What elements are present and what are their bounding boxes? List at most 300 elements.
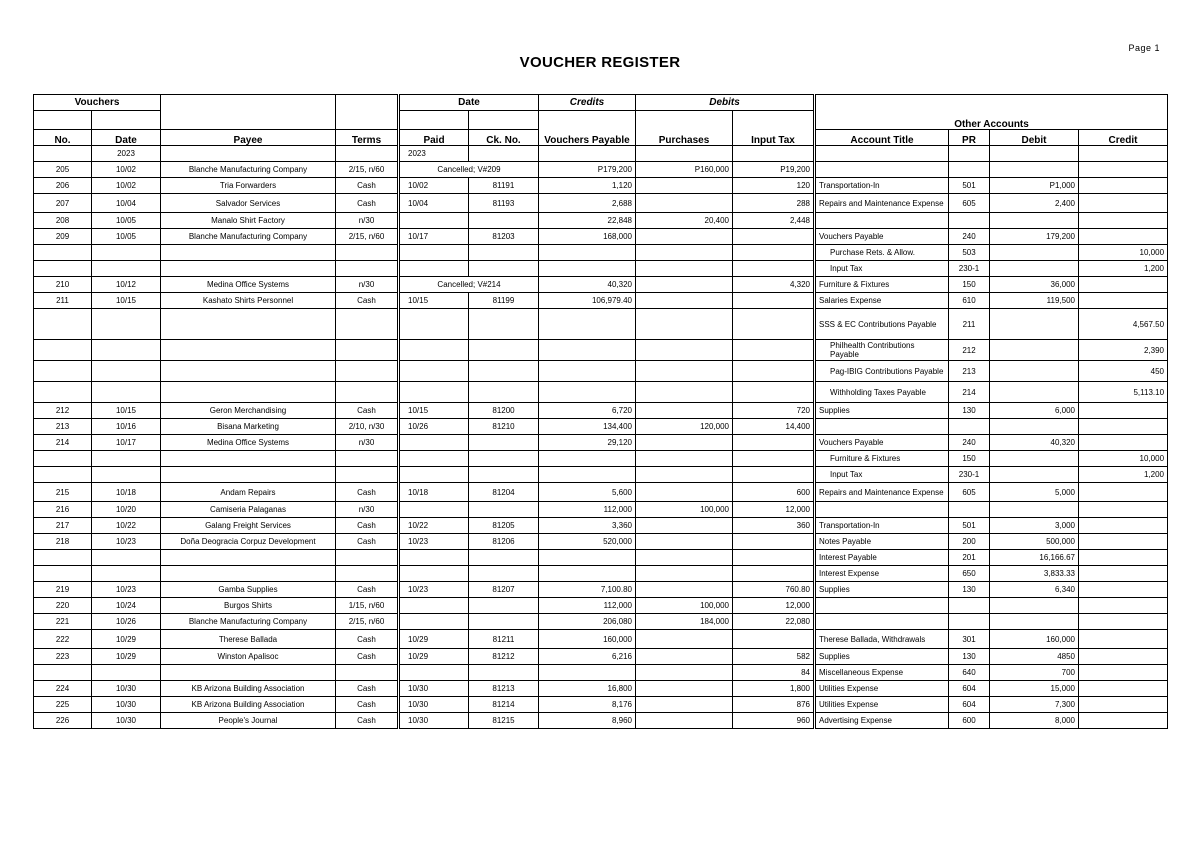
- cell-paid: 10/23: [399, 582, 469, 598]
- cell-vouchers-payable: 29,120: [539, 435, 636, 451]
- cell-debit: 7,300: [990, 697, 1079, 713]
- cell-account-title: Advertising Expense: [815, 713, 949, 729]
- cell-paid: 10/29: [399, 630, 469, 649]
- table-row: [34, 403, 1168, 419]
- cell-terms: [336, 566, 399, 582]
- cell-debit: [990, 361, 1079, 382]
- cell-ck-no: [469, 361, 539, 382]
- cell-vouchers-payable: 7,100.80: [539, 582, 636, 598]
- cell-date: 10/18: [92, 483, 161, 502]
- cell-payee: [161, 665, 336, 681]
- cell-credit: [1079, 162, 1168, 178]
- header-no: No.: [34, 130, 92, 146]
- cell-account-title: Transportation-In: [815, 518, 949, 534]
- cell-credit: [1079, 194, 1168, 213]
- header-purchases: Purchases: [636, 111, 733, 146]
- cell-debit: [990, 213, 1079, 229]
- cell-credit: 1,200: [1079, 467, 1168, 483]
- table-row: [34, 713, 1168, 729]
- table-row: [34, 309, 1168, 340]
- cell-purchases: [636, 665, 733, 681]
- cell-pr: 214: [949, 382, 990, 403]
- cell-input-tax: 4,320: [733, 277, 815, 293]
- cell-payee: Doña Deogracia Corpuz Development: [161, 534, 336, 550]
- cell-payee: Kashato Shirts Personnel: [161, 293, 336, 309]
- cell-no: 225: [34, 697, 92, 713]
- cell-payee: Manalo Shirt Factory: [161, 213, 336, 229]
- cell-input-tax: 288: [733, 194, 815, 213]
- cell-purchases: [636, 403, 733, 419]
- cell-vouchers-payable: [539, 340, 636, 361]
- cell-no: 216: [34, 502, 92, 518]
- cell-no: [34, 340, 92, 361]
- cell-input-tax: 12,000: [733, 598, 815, 614]
- cell-pr: [949, 598, 990, 614]
- cell-account-title: Supplies: [815, 403, 949, 419]
- table-row: [34, 435, 1168, 451]
- cell-input-tax: [733, 309, 815, 340]
- header-date: Date: [92, 130, 161, 146]
- cell-paid: [399, 435, 469, 451]
- cell-ck-no: 81199: [469, 293, 539, 309]
- cell-input-tax: [733, 630, 815, 649]
- cell-date: 10/24: [92, 598, 161, 614]
- cell-no: [34, 665, 92, 681]
- cell-input-tax: [733, 467, 815, 483]
- cell-terms: [336, 340, 399, 361]
- cell-account-title: SSS & EC Contributions Payable: [815, 309, 949, 340]
- cell-payee: Camiseria Palaganas: [161, 502, 336, 518]
- cell-debit: 119,500: [990, 293, 1079, 309]
- cell-pr: 150: [949, 277, 990, 293]
- cell-debit: 4850: [990, 649, 1079, 665]
- cell-debit: 8,000: [990, 713, 1079, 729]
- table-row: [34, 697, 1168, 713]
- cell-input-tax: P19,200: [733, 162, 815, 178]
- cell-pr: 604: [949, 681, 990, 697]
- header-debits: Debits: [636, 95, 815, 111]
- cell-terms: n/30: [336, 502, 399, 518]
- cell-paid: 10/18: [399, 483, 469, 502]
- cell-paid: 10/02: [399, 178, 469, 194]
- cell-ck-no: 81212: [469, 649, 539, 665]
- cell-no: 206: [34, 178, 92, 194]
- cell-purchases: 184,000: [636, 614, 733, 630]
- cell-purchases: [636, 483, 733, 502]
- cell-debit: 700: [990, 665, 1079, 681]
- cell-input-tax: 760.80: [733, 582, 815, 598]
- table-row: [34, 502, 1168, 518]
- cell-input-tax: 120: [733, 178, 815, 194]
- cell-debit: [990, 451, 1079, 467]
- header-pr: PR: [949, 130, 990, 146]
- cell-paid: [399, 382, 469, 403]
- cell-terms: Cash: [336, 178, 399, 194]
- cell-input-tax: [733, 293, 815, 309]
- cell-pr: 213: [949, 361, 990, 382]
- cell-input-tax: 600: [733, 483, 815, 502]
- cell-vouchers-payable: 6,216: [539, 649, 636, 665]
- cell-input-tax: [733, 245, 815, 261]
- cell-date: 10/26: [92, 614, 161, 630]
- cell-terms: Cash: [336, 582, 399, 598]
- cell-no: 215: [34, 483, 92, 502]
- cell-purchases: [636, 245, 733, 261]
- cell-input-tax: 582: [733, 649, 815, 665]
- cell-no: 224: [34, 681, 92, 697]
- cell-paid: 10/29: [399, 649, 469, 665]
- cell-credit: 4,567.50: [1079, 309, 1168, 340]
- cell-paid: [399, 665, 469, 681]
- cell-input-tax: 12,000: [733, 502, 815, 518]
- cell-ck-no: 81200: [469, 403, 539, 419]
- cell-no: 212: [34, 403, 92, 419]
- table-row: [34, 681, 1168, 697]
- cell-no: [34, 467, 92, 483]
- cell-input-tax: [733, 550, 815, 566]
- cell-ck-no: 81204: [469, 483, 539, 502]
- cell-no: 221: [34, 614, 92, 630]
- cell-paid: [399, 261, 469, 277]
- cell-paid: [399, 550, 469, 566]
- table-row: [34, 451, 1168, 467]
- cell-vouchers-payable: 6,720: [539, 403, 636, 419]
- cell-no: 208: [34, 213, 92, 229]
- cell-ck-no: 81214: [469, 697, 539, 713]
- cell-ck-no: [469, 382, 539, 403]
- cell-credit: 5,113.10: [1079, 382, 1168, 403]
- cell-account-title: Transportation-In: [815, 178, 949, 194]
- cell-debit: [990, 614, 1079, 630]
- cell-payee: Geron Merchandising: [161, 403, 336, 419]
- cell-no: 219: [34, 582, 92, 598]
- cell-vouchers-payable: [539, 467, 636, 483]
- cell-paid: 10/15: [399, 293, 469, 309]
- cell-payee: [161, 261, 336, 277]
- cell-account-title: Input Tax: [815, 261, 949, 277]
- cell-vouchers-payable: 106,979.40: [539, 293, 636, 309]
- cell-credit: [1079, 213, 1168, 229]
- cell-purchases: [636, 361, 733, 382]
- cell-debit: [990, 162, 1079, 178]
- cell-account-title: Vouchers Payable: [815, 435, 949, 451]
- cell-account-title: Repairs and Maintenance Expense: [815, 483, 949, 502]
- cell-terms: 2/15, n/60: [336, 614, 399, 630]
- cell-pr: 605: [949, 483, 990, 502]
- cell-terms: [336, 665, 399, 681]
- cell-terms: n/30: [336, 277, 399, 293]
- cell-vouchers-payable: 160,000: [539, 630, 636, 649]
- cell-debit: 160,000: [990, 630, 1079, 649]
- cell-account-title: Philhealth Contributions Payable: [815, 340, 949, 361]
- cell-payee: Andam Repairs: [161, 483, 336, 502]
- cell-account-title: Pag-IBIG Contributions Payable: [815, 361, 949, 382]
- cell-pr: 150: [949, 451, 990, 467]
- header-other-accounts: Other Accounts: [815, 95, 1168, 130]
- cell-account-title: Furniture & Fixtures: [815, 451, 949, 467]
- cell-credit: [1079, 582, 1168, 598]
- table-row: [34, 229, 1168, 245]
- cell-pr: 604: [949, 697, 990, 713]
- cell-purchases: [636, 261, 733, 277]
- cell-terms: 2/10, n/30: [336, 419, 399, 435]
- cell-terms: [336, 467, 399, 483]
- cell-date: 10/30: [92, 697, 161, 713]
- cell-account-title: Supplies: [815, 649, 949, 665]
- cell-debit: [990, 261, 1079, 277]
- cell-purchases: [636, 649, 733, 665]
- cell-vouchers-payable: 16,800: [539, 681, 636, 697]
- cell-terms: Cash: [336, 697, 399, 713]
- cell-no: [34, 566, 92, 582]
- year-date: 2023: [92, 146, 161, 162]
- cell-pr: [949, 213, 990, 229]
- cell-vouchers-payable: 112,000: [539, 502, 636, 518]
- table-row: [34, 178, 1168, 194]
- table-row: [34, 566, 1168, 582]
- year-row: [34, 146, 1168, 162]
- table-row: [34, 534, 1168, 550]
- cell-purchases: [636, 382, 733, 403]
- cell-credit: [1079, 649, 1168, 665]
- cell-no: 213: [34, 419, 92, 435]
- cell-credit: [1079, 681, 1168, 697]
- table-row: [34, 261, 1168, 277]
- cell-terms: Cash: [336, 293, 399, 309]
- cell-date: [92, 340, 161, 361]
- table-row: [34, 550, 1168, 566]
- cell-debit: [990, 245, 1079, 261]
- cell-terms: [336, 361, 399, 382]
- cell-input-tax: [733, 534, 815, 550]
- cell-input-tax: [733, 261, 815, 277]
- table-row: [34, 361, 1168, 382]
- table-row: [34, 245, 1168, 261]
- cell-date: 10/04: [92, 194, 161, 213]
- cell-credit: [1079, 403, 1168, 419]
- header-vouchers-payable: Vouchers Payable: [539, 111, 636, 146]
- cell-date: [92, 566, 161, 582]
- cell-terms: 1/15, n/60: [336, 598, 399, 614]
- cell-purchases: [636, 681, 733, 697]
- cell-debit: 500,000: [990, 534, 1079, 550]
- cell-debit: [990, 467, 1079, 483]
- cell-vouchers-payable: 206,080: [539, 614, 636, 630]
- cell-terms: n/30: [336, 435, 399, 451]
- cell-date: 10/30: [92, 681, 161, 697]
- cell-no: 205: [34, 162, 92, 178]
- year-paid: 2023: [399, 146, 469, 162]
- cell-ck-no: 81206: [469, 534, 539, 550]
- cell-paid-cancelled: Cancelled; V#214: [399, 277, 539, 293]
- cell-vouchers-payable: [539, 566, 636, 582]
- header-vouchers: Vouchers: [34, 95, 161, 111]
- cell-account-title: [815, 502, 949, 518]
- table-row: [34, 614, 1168, 630]
- cell-terms: [336, 382, 399, 403]
- cell-debit: [990, 502, 1079, 518]
- cell-pr: 200: [949, 534, 990, 550]
- cell-purchases: 20,400: [636, 213, 733, 229]
- cell-account-title: Withholding Taxes Payable: [815, 382, 949, 403]
- cell-ck-no: 81205: [469, 518, 539, 534]
- cell-pr: 130: [949, 582, 990, 598]
- cell-debit: 16,166.67: [990, 550, 1079, 566]
- cell-vouchers-payable: [539, 382, 636, 403]
- cell-date: 10/20: [92, 502, 161, 518]
- cell-no: [34, 451, 92, 467]
- cell-ck-no: 81211: [469, 630, 539, 649]
- cell-payee: Therese Ballada: [161, 630, 336, 649]
- cell-debit: 36,000: [990, 277, 1079, 293]
- cell-date: 10/16: [92, 419, 161, 435]
- page-title: VOUCHER REGISTER: [519, 54, 681, 71]
- cell-purchases: [636, 566, 733, 582]
- cell-pr: 501: [949, 518, 990, 534]
- cell-terms: Cash: [336, 649, 399, 665]
- cell-no: 214: [34, 435, 92, 451]
- cell-credit: [1079, 598, 1168, 614]
- cell-debit: 5,000: [990, 483, 1079, 502]
- cell-purchases: [636, 435, 733, 451]
- table-row: [34, 665, 1168, 681]
- cell-no: [34, 245, 92, 261]
- cell-debit: 2,400: [990, 194, 1079, 213]
- cell-paid: 10/30: [399, 697, 469, 713]
- cell-no: 226: [34, 713, 92, 729]
- cell-pr: 501: [949, 178, 990, 194]
- cell-debit: 40,320: [990, 435, 1079, 451]
- cell-ck-no: 81191: [469, 178, 539, 194]
- table-row: [34, 582, 1168, 598]
- cell-account-title: Interest Expense: [815, 566, 949, 582]
- cell-account-title: Supplies: [815, 582, 949, 598]
- cell-ck-no: [469, 261, 539, 277]
- cell-payee: [161, 566, 336, 582]
- table-row: [34, 630, 1168, 649]
- cell-terms: [336, 550, 399, 566]
- cell-date: 10/02: [92, 162, 161, 178]
- cell-debit: 3,000: [990, 518, 1079, 534]
- cell-ck-no: [469, 665, 539, 681]
- cell-payee: [161, 361, 336, 382]
- cell-paid-cancelled: Cancelled; V#209: [399, 162, 539, 178]
- cell-vouchers-payable: [539, 261, 636, 277]
- cell-purchases: [636, 550, 733, 566]
- page-number: Page 1: [1128, 43, 1160, 53]
- cell-pr: 301: [949, 630, 990, 649]
- table-row: [34, 162, 1168, 178]
- cell-account-title: Input Tax: [815, 467, 949, 483]
- cell-paid: [399, 502, 469, 518]
- header-input-tax: Input Tax: [733, 111, 815, 146]
- cell-account-title: [815, 419, 949, 435]
- cell-payee: [161, 467, 336, 483]
- cell-account-title: [815, 162, 949, 178]
- cell-purchases: [636, 293, 733, 309]
- cell-ck-no: [469, 550, 539, 566]
- cell-date: 10/05: [92, 213, 161, 229]
- cell-ck-no: 81215: [469, 713, 539, 729]
- cell-credit: 450: [1079, 361, 1168, 382]
- cell-credit: [1079, 502, 1168, 518]
- cell-input-tax: [733, 451, 815, 467]
- cell-payee: Bisana Marketing: [161, 419, 336, 435]
- cell-date: 10/05: [92, 229, 161, 245]
- cell-terms: Cash: [336, 681, 399, 697]
- cell-input-tax: 22,080: [733, 614, 815, 630]
- cell-no: 209: [34, 229, 92, 245]
- cell-purchases: [636, 518, 733, 534]
- cell-payee: Salvador Services: [161, 194, 336, 213]
- cell-no: 223: [34, 649, 92, 665]
- cell-payee: Gamba Supplies: [161, 582, 336, 598]
- cell-terms: n/30: [336, 213, 399, 229]
- cell-debit: 15,000: [990, 681, 1079, 697]
- cell-credit: [1079, 229, 1168, 245]
- cell-account-title: [815, 598, 949, 614]
- cell-input-tax: 14,400: [733, 419, 815, 435]
- cell-date: 10/29: [92, 649, 161, 665]
- cell-vouchers-payable: [539, 245, 636, 261]
- cell-ck-no: [469, 309, 539, 340]
- cell-pr: 240: [949, 435, 990, 451]
- cell-paid: [399, 451, 469, 467]
- cell-payee: Blanche Manufacturing Company: [161, 162, 336, 178]
- cell-credit: [1079, 534, 1168, 550]
- cell-ck-no: 81203: [469, 229, 539, 245]
- cell-ck-no: [469, 614, 539, 630]
- cell-date: 10/23: [92, 582, 161, 598]
- cell-payee: Blanche Manufacturing Company: [161, 229, 336, 245]
- cell-date: 10/23: [92, 534, 161, 550]
- cell-vouchers-payable: 8,960: [539, 713, 636, 729]
- cell-account-title: Therese Ballada, Withdrawals: [815, 630, 949, 649]
- cell-input-tax: 360: [733, 518, 815, 534]
- cell-date: 10/30: [92, 713, 161, 729]
- cell-no: 222: [34, 630, 92, 649]
- table-row: [34, 649, 1168, 665]
- cell-account-title: Purchase Rets. & Allow.: [815, 245, 949, 261]
- cell-pr: 605: [949, 194, 990, 213]
- header-date-group: Date: [399, 95, 539, 111]
- header-account-title: Account Title: [815, 130, 949, 146]
- cell-account-title: Repairs and Maintenance Expense: [815, 194, 949, 213]
- cell-credit: [1079, 630, 1168, 649]
- cell-terms: Cash: [336, 534, 399, 550]
- cell-terms: [336, 451, 399, 467]
- cell-debit: [990, 309, 1079, 340]
- cell-account-title: Utilities Expense: [815, 697, 949, 713]
- table-row: [34, 419, 1168, 435]
- cell-credit: [1079, 518, 1168, 534]
- cell-paid: [399, 467, 469, 483]
- cell-ck-no: [469, 502, 539, 518]
- cell-vouchers-payable: 168,000: [539, 229, 636, 245]
- cell-debit: [990, 340, 1079, 361]
- cell-purchases: P160,000: [636, 162, 733, 178]
- cell-vouchers-payable: 8,176: [539, 697, 636, 713]
- cell-payee: Winston Apalisoc: [161, 649, 336, 665]
- cell-debit: P1,000: [990, 178, 1079, 194]
- cell-date: 10/17: [92, 435, 161, 451]
- cell-payee: [161, 340, 336, 361]
- cell-date: [92, 361, 161, 382]
- cell-vouchers-payable: [539, 451, 636, 467]
- cell-input-tax: 84: [733, 665, 815, 681]
- voucher-register-table: [33, 94, 1168, 729]
- cell-credit: 10,000: [1079, 451, 1168, 467]
